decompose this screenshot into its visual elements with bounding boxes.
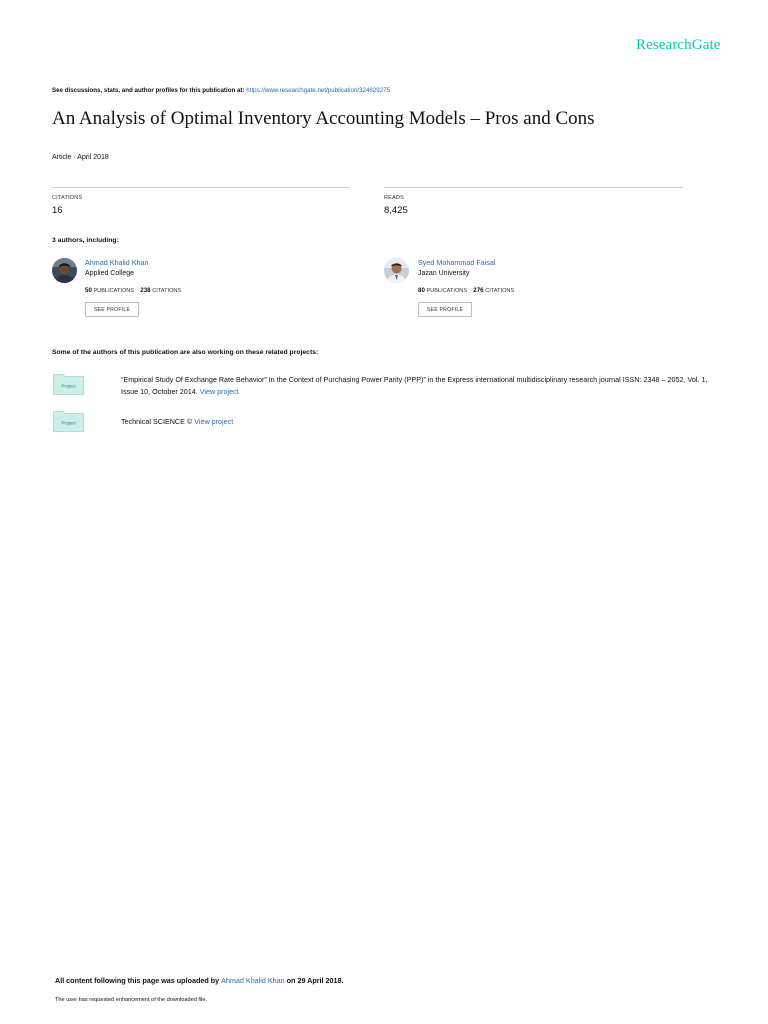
publication-title: An Analysis of Optimal Inventory Accounting Models – Pros and Cons	[52, 108, 595, 129]
uploaded-suffix: on 29 April 2018.	[286, 976, 344, 985]
view-project-link[interactable]: View project	[194, 417, 234, 426]
see-profile-button[interactable]: SEE PROFILE	[418, 302, 472, 317]
view-project-link[interactable]: View project	[199, 387, 239, 396]
author-institution: Jazan University	[418, 270, 470, 277]
citations-label: CITATIONS	[52, 195, 83, 201]
project-icon-label: Project	[61, 383, 76, 389]
avatar-photo-icon	[384, 258, 409, 283]
avatar-photo-icon	[52, 258, 77, 283]
reads-value: 8,425	[384, 205, 408, 216]
author-stats	[418, 287, 514, 294]
author-name-link[interactable]: Syed Mohammad Faisal	[418, 258, 496, 267]
project-text: “Empirical Study Of Exchange Rate Behavior” In the Context of Purchasing Power Parity (PPP)” in the Express international multidisciplinary research journal ISSN: 2348 – 2052, Vol. 1, Issue 10, October 2014.	[121, 375, 708, 396]
author-avatar[interactable]	[52, 258, 77, 283]
researchgate-logo[interactable]: ResearchGate	[636, 37, 721, 53]
citations-label: CITATIONS	[152, 288, 182, 294]
citations-divider	[52, 187, 350, 188]
project-description	[121, 374, 711, 398]
article-meta: Article · April 2018	[52, 154, 109, 161]
author-stats	[85, 287, 181, 294]
see-discussions-text: See discussions, stats, and author profiles for this publication at:	[52, 87, 245, 94]
project-description	[121, 416, 711, 428]
uploader-link[interactable]: Ahmad Khalid Khan	[221, 976, 285, 985]
publications-count: 80	[418, 287, 425, 294]
uploaded-by-line	[55, 976, 344, 985]
citations-value: 16	[52, 205, 63, 216]
see-discussions-line	[52, 87, 390, 94]
author-name-link[interactable]: Ahmad Khalid Khan	[85, 258, 149, 267]
project-text: Technical SCIENCE ©	[121, 417, 193, 426]
project-folder-icon[interactable]	[53, 410, 84, 432]
uploaded-prefix: All content following this page was uploaded by	[55, 976, 220, 985]
publications-count: 50	[85, 287, 92, 294]
reads-divider	[384, 187, 683, 188]
project-folder-icon[interactable]	[53, 373, 84, 395]
authors-heading: 3 authors, including:	[52, 237, 119, 244]
see-profile-button[interactable]: SEE PROFILE	[85, 302, 139, 317]
publications-label: PUBLICATIONS	[93, 288, 135, 294]
reads-label: READS	[384, 195, 404, 201]
project-icon-label: Project	[61, 420, 76, 426]
publication-url-link[interactable]: https://www.researchgate.net/publication/324829275	[246, 87, 391, 94]
enhancement-note: The user has requested enhancement of the downloaded file.	[55, 997, 208, 1003]
citations-label: CITATIONS	[485, 288, 515, 294]
publications-label: PUBLICATIONS	[426, 288, 468, 294]
related-projects-heading: Some of the authors of this publication are also working on these related projects:	[52, 349, 319, 356]
author-institution: Applied College	[85, 270, 135, 277]
citations-count: 238	[140, 287, 151, 294]
author-avatar[interactable]	[384, 258, 409, 283]
citations-count: 276	[473, 287, 484, 294]
